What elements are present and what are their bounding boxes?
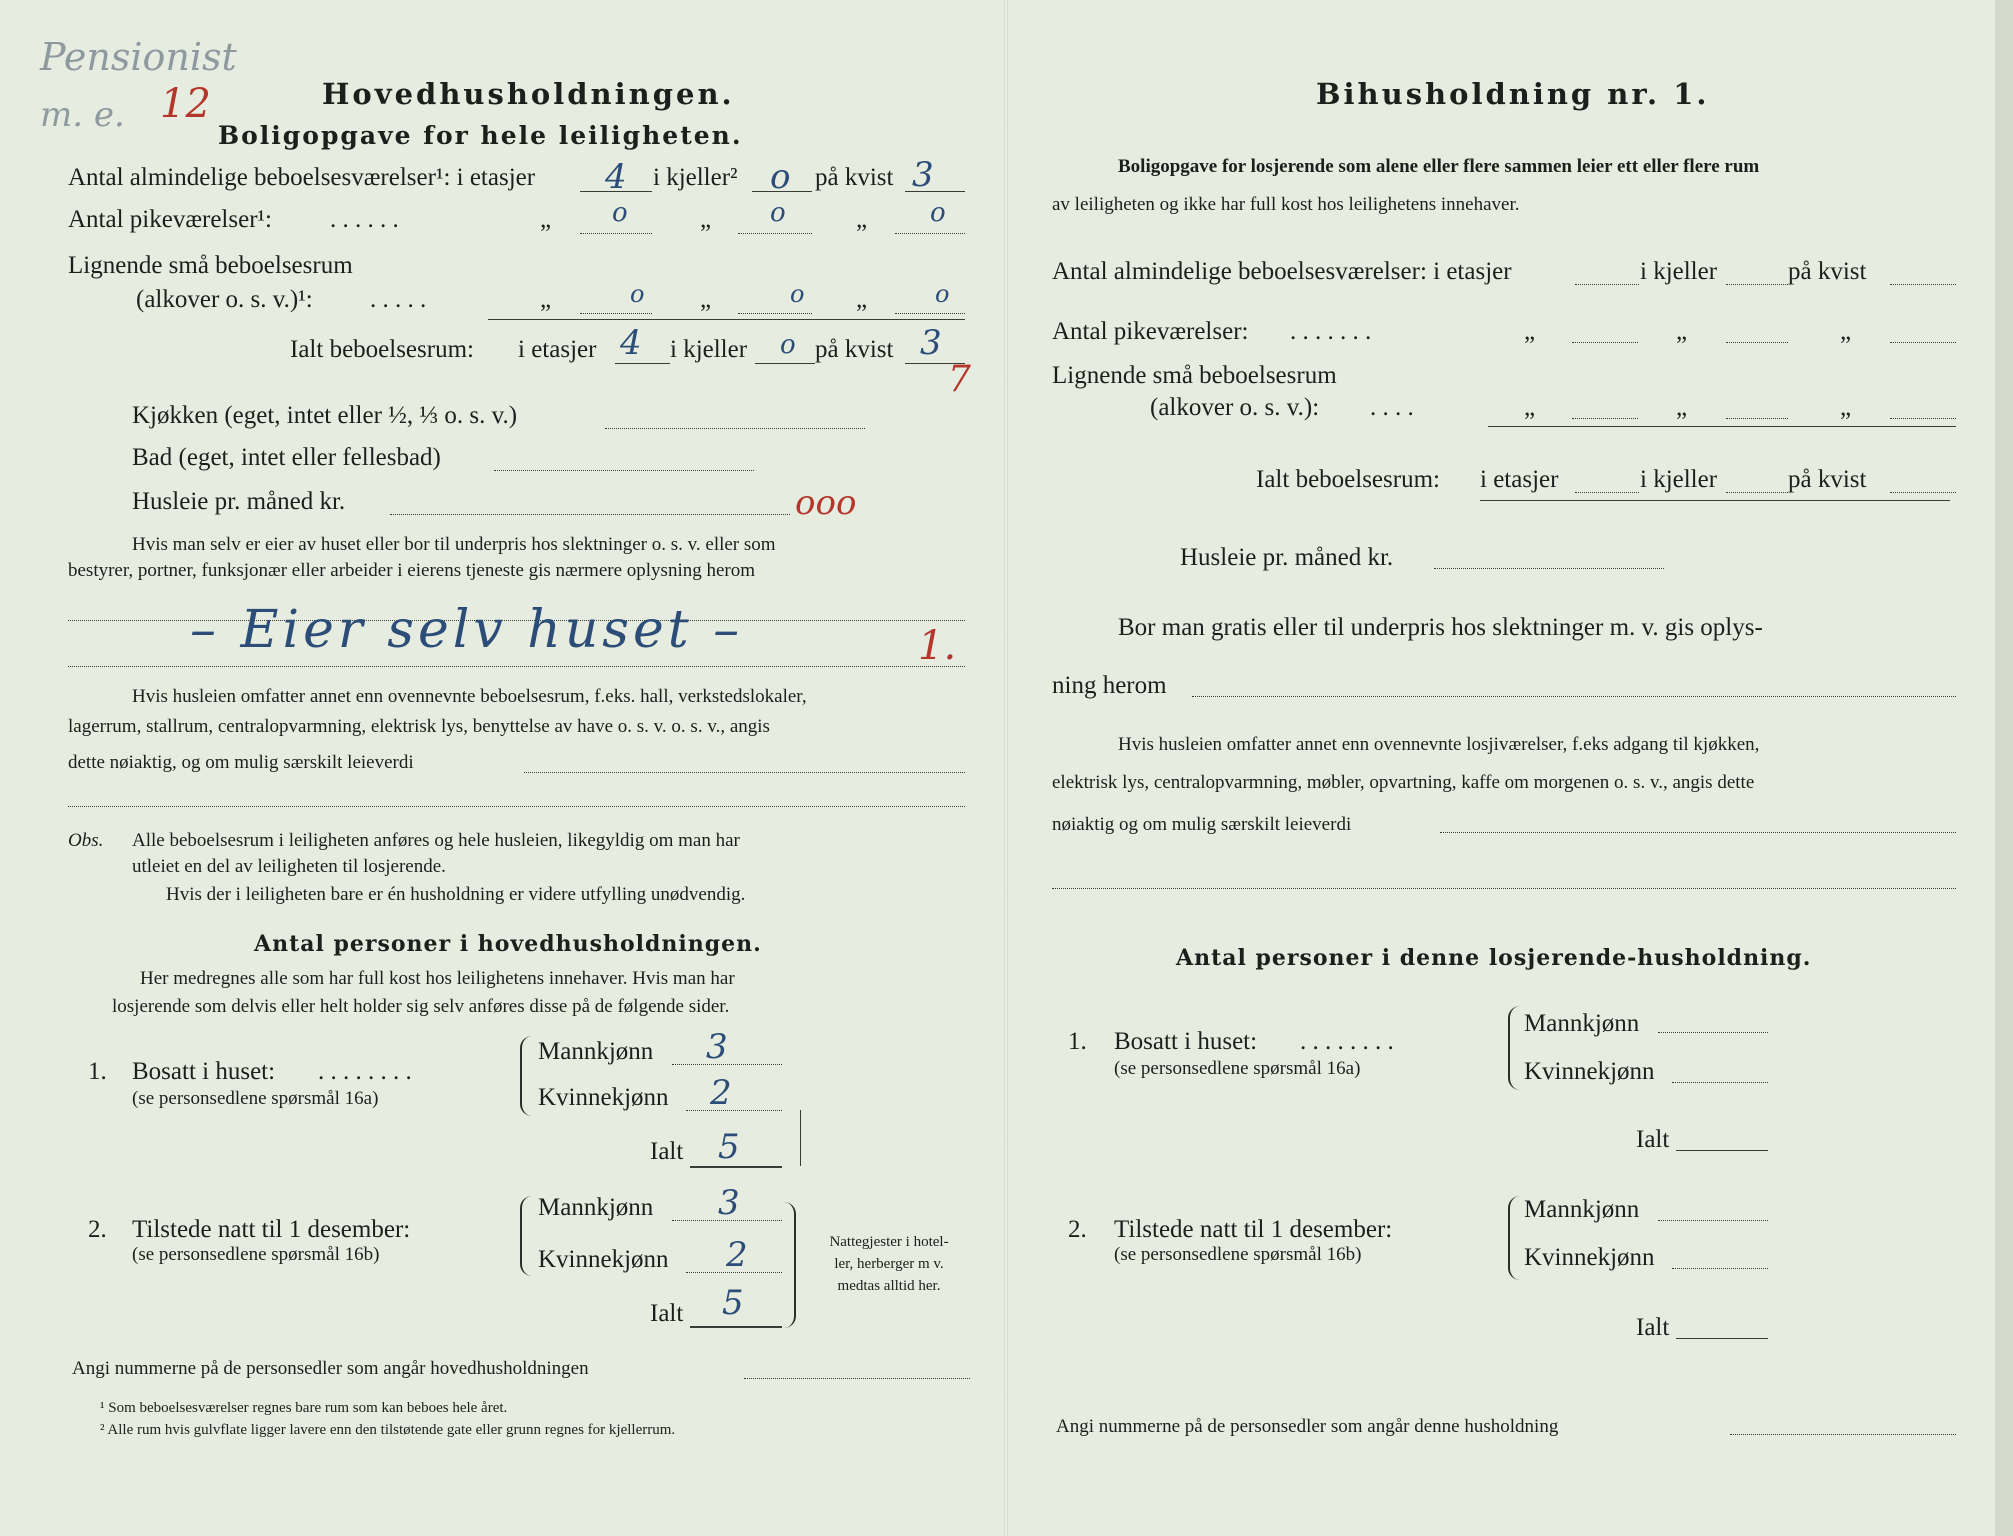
left-q1-total-label: Ialt	[650, 1138, 684, 1165]
left-small-mark-2: „	[700, 286, 712, 313]
right-total-kvist-label: på kvist	[1788, 466, 1867, 493]
left-obs-line-3: Hvis der i leiligheten bare er én husholdning er videre utfylling unødvendig.	[166, 884, 746, 905]
right-pike-line-3	[1890, 342, 1956, 343]
right-gratis-line-2: ning herom	[1052, 672, 1167, 699]
left-total-kvist-value: 3	[920, 323, 942, 363]
right-small-underline	[1488, 426, 1956, 427]
left-q1-total-value: 5	[718, 1127, 740, 1167]
left-rooms-kjeller-label: i kjeller²	[653, 164, 738, 191]
paper-edge	[1995, 0, 2013, 1536]
left-q2-total-value: 5	[722, 1283, 744, 1323]
right-extra-line-1: Hvis husleien omfatter annet enn ovennevnte losjiværelser, f.eks adgang til kjøkken,	[1118, 734, 1760, 755]
left-owner-line-1: Hvis man selv er eier av huset eller bor til underpris hos slektninger o. s. v. eller som	[132, 534, 776, 555]
right-q2-male-label: Mannkjønn	[1524, 1196, 1640, 1223]
margin-note-number: 12	[160, 81, 211, 127]
right-rooms-kjeller-label: i kjeller	[1640, 258, 1718, 285]
left-small-dots: . . . . .	[370, 286, 427, 313]
right-q1-sub: (se personsedlene spørsmål 16a)	[1114, 1058, 1361, 1079]
right-extra-line-3: nøiaktig og om mulig særskilt leieverdi	[1052, 814, 1352, 835]
right-extra-line-2: elektrisk lys, centralopvarmning, møbler, opvartning, kaffe om morgenen o. s. v., angis dette	[1052, 772, 1755, 793]
left-total-etasjer-label: i etasjer	[518, 336, 597, 363]
right-small-line-1	[1572, 418, 1638, 419]
right-title: Bihusholdning nr. 1.	[1316, 77, 1710, 111]
left-q1-number: 1.	[88, 1058, 107, 1085]
right-numbers-label: Angi nummerne på de personsedler som angår denne husholdning	[1056, 1416, 1559, 1437]
left-pike-line-2	[738, 233, 812, 234]
right-rooms-etasjer-line	[1575, 284, 1639, 285]
left-q1-female-label: Kvinnekjønn	[538, 1084, 669, 1111]
right-pike-mark-1: „	[1524, 318, 1536, 345]
right-small-line-2	[1726, 418, 1788, 419]
left-rent-label: Husleie pr. måned kr.	[132, 488, 346, 515]
left-bath-line	[494, 470, 754, 471]
left-obs-line-1: Alle beboelsesrum i leiligheten anføres og hele husleien, likegyldig om man har	[132, 830, 740, 851]
left-pike-value-1: o	[612, 198, 628, 228]
left-total-kvist-label: på kvist	[815, 336, 894, 363]
right-q2-number: 2.	[1068, 1216, 1087, 1243]
right-pike-mark-2: „	[1676, 318, 1688, 345]
right-q2-label: Tilstede natt til 1 desember:	[1114, 1216, 1393, 1243]
right-rooms-kvist-line	[1890, 284, 1956, 285]
left-q2-male-label: Mannkjønn	[538, 1194, 654, 1221]
left-q2-total-label: Ialt	[650, 1300, 684, 1327]
right-q2-brace	[1508, 1196, 1522, 1280]
left-total-kjeller-value: o	[780, 330, 796, 360]
left-pike-label: Antal pikeværelser¹:	[68, 206, 272, 233]
left-rooms-etasjer-value: 4	[605, 157, 627, 197]
right-small-dots: . . . .	[1370, 394, 1414, 421]
left-extra-line-2: lagerrum, stallrum, centralopvarmning, elektrisk lys, benyttelse av have o. s. v. o. s. v., angis	[68, 716, 770, 737]
left-total-kjeller-label: i kjeller	[670, 336, 748, 363]
right-q2-male-line	[1658, 1220, 1768, 1221]
left-owner-answer: – Eier selv huset –	[190, 600, 744, 660]
right-gratis-answer-line	[1192, 696, 1956, 697]
left-q2-total-line	[690, 1326, 782, 1328]
left-extra-line-a	[524, 772, 965, 773]
left-q1-female-value: 2	[710, 1073, 732, 1113]
left-extra-line-3: dette nøiaktig, og om mulig særskilt leieverdi	[68, 752, 414, 773]
margin-note-me: m. e.	[40, 95, 125, 135]
page-fold	[1004, 0, 1008, 1536]
left-small-value-2: o	[790, 280, 805, 308]
left-numbers-line	[744, 1378, 970, 1379]
left-pike-mark-3: „	[856, 206, 868, 233]
right-pike-label: Antal pikeværelser:	[1052, 318, 1249, 345]
right-pike-line-2	[1726, 342, 1788, 343]
right-total-kvist-line	[1890, 492, 1956, 493]
right-small-label-2: (alkover o. s. v.):	[1150, 394, 1320, 421]
right-total-etasjer-label: i etasjer	[1480, 466, 1559, 493]
right-q2-female-label: Kvinnekjønn	[1524, 1244, 1655, 1271]
right-extra-line-b	[1052, 888, 1956, 889]
left-total-etasjer-value: 4	[620, 323, 642, 363]
left-small-label-2: (alkover o. s. v.)¹:	[136, 286, 313, 313]
right-pike-mark-3: „	[1840, 318, 1852, 345]
right-q1-male-line	[1658, 1032, 1768, 1033]
left-numbers-label: Angi nummerne på de personsedler som angår hovedhusholdningen	[72, 1358, 589, 1379]
right-intro-line-1: Boligopgave for losjerende som alene eller flere sammen leier ett eller flere rum	[1118, 156, 1760, 177]
right-total-label: Ialt beboelsesrum:	[1256, 466, 1440, 493]
left-q1-male-label: Mannkjønn	[538, 1038, 654, 1065]
right-persons-heading: Antal personer i denne losjerende-husholdning.	[1176, 945, 1812, 971]
left-kitchen-label: Kjøkken (eget, intet eller ½, ⅓ o. s. v.)	[132, 402, 518, 429]
right-rooms-kvist-label: på kvist	[1788, 258, 1867, 285]
right-rooms-label: Antal almindelige beboelsesværelser: i etasjer	[1052, 258, 1512, 285]
left-bath-label: Bad (eget, intet eller fellesbad)	[132, 444, 441, 471]
right-q2-female-line	[1672, 1268, 1768, 1269]
left-total-etasjer-line	[615, 363, 670, 364]
left-rent-value: ooo	[795, 483, 857, 523]
left-small-value-3: o	[935, 280, 950, 308]
left-rooms-label: Antal almindelige beboelsesværelser¹: i etasjer	[68, 164, 536, 191]
left-extra-line-b	[68, 806, 965, 807]
left-rooms-kvist-value: 3	[912, 155, 934, 195]
left-q2-note-line-3: medtas alltid her.	[837, 1278, 941, 1294]
right-intro-line-2: av leiligheten og ikke har full kost hos leilighetens innehaver.	[1052, 194, 1520, 215]
left-small-mark-3: „	[856, 286, 868, 313]
left-small-label-1: Lignende små beboelsesrum	[68, 252, 353, 279]
left-q1-female-line	[686, 1110, 782, 1111]
left-total-sum-value: 7	[948, 359, 971, 400]
right-total-underline	[1480, 500, 1950, 501]
right-q1-dots: . . . . . . . .	[1300, 1028, 1394, 1055]
right-small-mark-2: „	[1676, 394, 1688, 421]
left-pike-dots: . . . . . .	[330, 206, 399, 233]
right-small-mark-3: „	[1840, 394, 1852, 421]
right-q1-label: Bosatt i huset:	[1114, 1028, 1258, 1055]
left-footnote-2: ² Alle rum hvis gulvflate ligger lavere enn den tilstøtende gate eller grunn regnes for kjellerrum.	[100, 1422, 676, 1438]
left-small-value-1: o	[630, 280, 645, 308]
left-q1-vertical	[800, 1110, 801, 1166]
left-q2-label: Tilstede natt til 1 desember:	[132, 1216, 411, 1243]
right-q2-total-label: Ialt	[1636, 1314, 1670, 1341]
left-q1-sub: (se personsedlene spørsmål 16a)	[132, 1088, 379, 1109]
left-small-underline	[488, 319, 965, 320]
right-rent-line	[1434, 568, 1664, 569]
right-rent-label: Husleie pr. måned kr.	[1180, 544, 1394, 571]
right-q1-total-label: Ialt	[1636, 1126, 1670, 1153]
left-rooms-kjeller-value: o	[770, 157, 791, 197]
right-q2-sub: (se personsedlene spørsmål 16b)	[1114, 1244, 1362, 1265]
left-q1-label: Bosatt i huset:	[132, 1058, 276, 1085]
left-owner-line-b	[68, 666, 965, 667]
left-owner-line-2: bestyrer, portner, funksjonær eller arbeider i eierens tjeneste gis nærmere oplysning herom	[68, 560, 756, 581]
left-pike-line-3	[895, 233, 965, 234]
right-q1-brace	[1508, 1006, 1522, 1090]
right-q1-number: 1.	[1068, 1028, 1087, 1055]
left-persons-heading: Antal personer i hovedhusholdningen.	[254, 931, 762, 957]
right-total-kjeller-line	[1726, 492, 1788, 493]
right-rooms-kjeller-line	[1726, 284, 1788, 285]
left-total-label: Ialt beboelsesrum:	[290, 336, 474, 363]
right-total-etasjer-line	[1575, 492, 1639, 493]
left-q2-right-brace	[782, 1202, 796, 1328]
left-q2-female-label: Kvinnekjønn	[538, 1246, 669, 1273]
right-small-mark-1: „	[1524, 394, 1536, 421]
right-small-line-3	[1890, 418, 1956, 419]
left-total-kjeller-line	[755, 363, 815, 364]
left-obs-line-2: utleiet en del av leiligheten til losjerende.	[132, 856, 446, 877]
right-total-kjeller-label: i kjeller	[1640, 466, 1718, 493]
left-title: Hovedhusholdningen.	[322, 77, 735, 111]
left-rent-line	[390, 514, 790, 515]
left-footnote-1: ¹ Som beboelsesværelser regnes bare rum som kan beboes hele året.	[100, 1400, 508, 1416]
left-owner-mark: 1.	[918, 623, 957, 669]
right-q1-male-label: Mannkjønn	[1524, 1010, 1640, 1037]
left-pike-mark-1: „	[540, 206, 552, 233]
left-q2-note-line-2: ler, herberger m v.	[834, 1256, 944, 1272]
left-rooms-kvist-label: på kvist	[815, 164, 894, 191]
right-pike-dots: . . . . . . .	[1290, 318, 1372, 345]
left-q1-brace	[520, 1036, 534, 1116]
left-q1-male-value: 3	[706, 1027, 728, 1067]
left-pike-line-1	[580, 233, 652, 234]
right-small-label-1: Lignende små beboelsesrum	[1052, 362, 1337, 389]
left-kitchen-line	[605, 428, 865, 429]
left-q2-number: 2.	[88, 1216, 107, 1243]
right-gratis-line-1: Bor man gratis eller til underpris hos slektninger m. v. gis oplys-	[1118, 614, 1763, 641]
left-q1-dots: . . . . . . . .	[318, 1058, 412, 1085]
left-pike-mark-2: „	[700, 206, 712, 233]
right-q2-total-line	[1676, 1338, 1768, 1339]
left-q2-note-line-1: Nattegjester i hotel-	[829, 1234, 949, 1250]
left-persons-line-2: losjerende som delvis eller helt holder sig selv anføres disse på de følgende sider.	[112, 996, 730, 1017]
right-extra-line-a	[1440, 832, 1956, 833]
right-pike-line-1	[1572, 342, 1638, 343]
left-extra-line-1: Hvis husleien omfatter annet enn ovennevnte beboelsesrum, f.eks. hall, verkstedslokaler,	[132, 686, 807, 707]
left-small-line-2	[738, 313, 812, 314]
left-obs-prefix: Obs.	[68, 830, 104, 851]
left-pike-value-3: o	[930, 198, 946, 228]
left-small-mark-1: „	[540, 286, 552, 313]
left-pike-value-2: o	[770, 198, 786, 228]
right-q1-female-line	[1672, 1082, 1768, 1083]
right-numbers-line	[1730, 1434, 1956, 1435]
margin-note-pensionist: Pensionist	[40, 35, 237, 79]
left-q2-brace	[520, 1196, 534, 1276]
right-q1-female-label: Kvinnekjønn	[1524, 1058, 1655, 1085]
left-subtitle: Boligopgave for hele leiligheten.	[218, 121, 743, 150]
left-q2-male-value: 3	[718, 1183, 740, 1223]
left-q2-sub: (se personsedlene spørsmål 16b)	[132, 1244, 380, 1265]
left-small-line-1	[580, 313, 652, 314]
right-q1-total-line	[1676, 1150, 1768, 1151]
left-q2-female-value: 2	[726, 1235, 748, 1275]
left-persons-line-1: Her medregnes alle som har full kost hos leilighetens innehaver. Hvis man har	[140, 968, 735, 989]
left-small-line-3	[895, 313, 965, 314]
